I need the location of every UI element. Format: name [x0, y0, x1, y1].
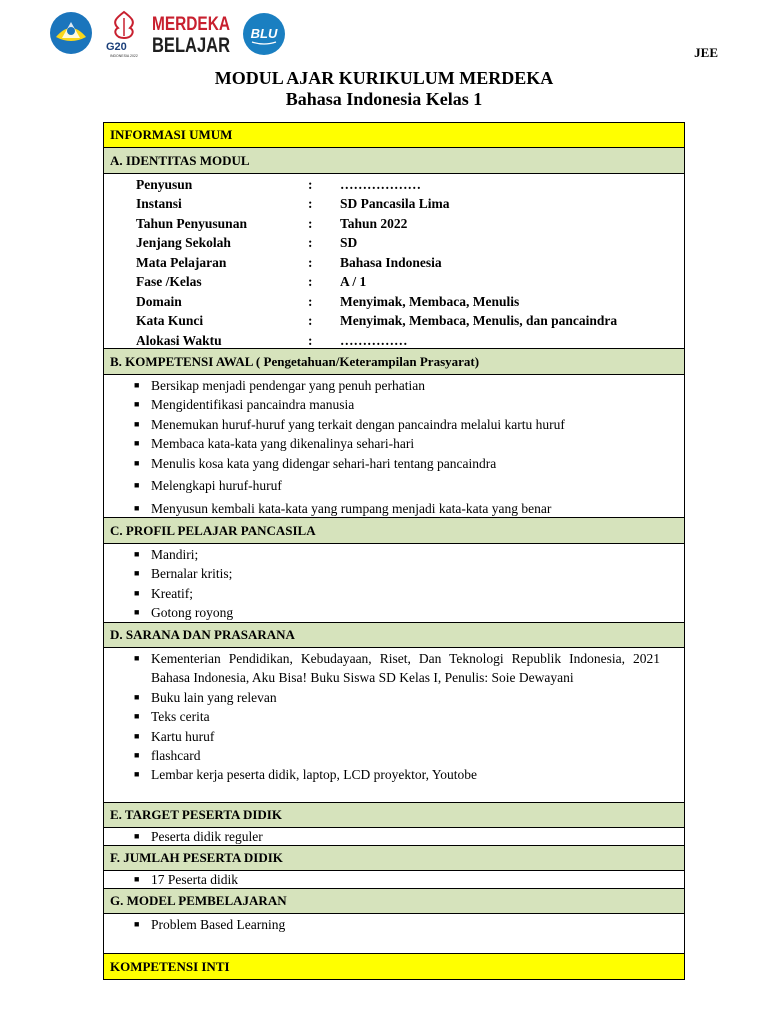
identitas-colon: : — [308, 254, 313, 270]
identitas-colon: : — [308, 274, 313, 290]
list-item: ■ Menyusun kembali kata-kata yang rumpang menjadi kata-kata yang benar — [104, 499, 684, 518]
bullet-icon: ■ — [134, 380, 140, 390]
informasi-umum-heading: INFORMASI UMUM — [104, 123, 684, 148]
target-peserta-list — [104, 828, 684, 846]
bullet-icon: ■ — [134, 831, 140, 841]
bullet-icon: ■ — [134, 607, 140, 618]
list-item: ■ Lembar kerja peserta didik, laptop, LCD proyektor, Youtobe — [104, 765, 684, 784]
identitas-key: Alokasi Waktu — [136, 332, 222, 348]
jumlah-peserta-list — [104, 871, 684, 889]
identitas-row-tahun — [136, 214, 684, 234]
sarana-prasarana-list — [104, 648, 684, 803]
list-item: ■ Kartu huruf — [104, 727, 684, 746]
profil-pelajar-heading: C. PROFIL PELAJAR PANCASILA — [104, 518, 684, 544]
author-initials: JEE — [694, 45, 718, 60]
kompetensi-awal-list — [104, 375, 684, 518]
identitas-value: Menyimak, Membaca, Menulis — [340, 293, 520, 309]
identitas-row-instansi — [136, 195, 684, 215]
merdeka-text: MERDEKA — [152, 14, 231, 35]
module-table — [103, 122, 685, 980]
g20-text: G20 — [106, 41, 127, 53]
list-item: ■ Membaca kata-kata yang dikenalinya sehari-hari — [104, 434, 684, 453]
identitas-value: Menyimak, Membaca, Menulis, dan pancaindra — [340, 313, 618, 329]
identitas-row-alokasi — [136, 331, 684, 351]
identitas-colon: : — [308, 293, 313, 309]
bullet-icon: ■ — [134, 587, 140, 598]
list-item: ■ Bernalar kritis; — [104, 564, 684, 583]
identitas-value: SD — [340, 235, 358, 251]
bullet-icon: ■ — [134, 653, 140, 663]
identitas-value: A / 1 — [340, 274, 367, 290]
list-item: ■ Bersikap menjadi pendengar yang penuh perhatian — [104, 376, 684, 395]
bullet-icon: ■ — [134, 399, 140, 410]
bullet-icon: ■ — [134, 549, 140, 559]
identitas-value: SD Pancasila Lima — [340, 196, 450, 212]
identitas-colon: : — [308, 176, 313, 192]
identitas-row-jenjang — [136, 234, 684, 254]
target-peserta-heading: E. TARGET PESERTA DIDIK — [104, 803, 684, 828]
identitas-key: Kata Kunci — [136, 313, 204, 329]
identitas-key: Fase /Kelas — [136, 274, 202, 290]
kemdikbud-logo-icon — [46, 10, 96, 61]
identitas-colon: : — [308, 235, 313, 251]
jumlah-peserta-heading: F. JUMLAH PESERTA DIDIK — [104, 846, 684, 871]
list-item: ■ Menulis kosa kata yang didengar sehari-hari tentang pancaindra — [104, 454, 684, 473]
kompetensi-awal-heading: B. KOMPETENSI AWAL ( Pengetahuan/Keterampilan Prasyarat) — [104, 349, 684, 375]
list-item: ■ Kementerian Pendidikan, Kebudayaan, Riset, Dan Teknologi Republik Indonesia, 2021 Bahasa Indonesia, Aku Bisa! Buku Siswa SD Kelas I, Penulis: Soie Dewayani — [134, 651, 660, 686]
sarana-prasarana-heading: D. SARANA DAN PRASARANA — [104, 623, 684, 648]
list-item: ■ 17 Peserta didik — [134, 872, 238, 887]
identitas-value: Bahasa Indonesia — [340, 254, 442, 270]
bullet-icon: ■ — [134, 480, 140, 491]
identitas-row-penyusun — [136, 175, 684, 195]
bullet-icon: ■ — [134, 919, 140, 929]
list-item: ■ Peserta didik reguler — [134, 829, 263, 844]
document-title — [0, 68, 768, 110]
identitas-row-mapel — [136, 253, 684, 273]
belajar-text: BELAJAR — [152, 34, 230, 57]
list-item: ■ Melengkapi huruf-huruf — [104, 476, 684, 495]
blu-text: BLU — [250, 26, 278, 41]
bullet-icon: ■ — [134, 503, 140, 514]
list-item: ■ Teks cerita — [104, 707, 684, 726]
identitas-row-domain — [136, 292, 684, 312]
identitas-row-kata-kunci — [136, 312, 684, 332]
list-item: ■ flashcard — [104, 746, 684, 765]
identitas-key: Instansi — [136, 196, 182, 212]
bullet-icon: ■ — [134, 730, 140, 741]
profil-pelajar-list — [104, 544, 684, 623]
identitas-key: Jenjang Sekolah — [136, 235, 231, 251]
list-item: ■ Buku lain yang relevan — [104, 688, 684, 707]
identitas-key: Domain — [136, 293, 182, 309]
merdeka-belajar-logo-icon — [152, 10, 232, 61]
identitas-colon: : — [308, 215, 313, 231]
list-item: ■ Gotong royong — [104, 603, 684, 622]
bullet-icon: ■ — [134, 769, 140, 780]
model-pembelajaran-heading: G. MODEL PEMBELAJARAN — [104, 889, 684, 914]
identitas-value: Tahun 2022 — [340, 215, 408, 231]
title-line-1: MODUL AJAR KURIKULUM MERDEKA — [214, 68, 554, 88]
list-item: ■ Menemukan huruf-huruf yang terkait dengan pancaindra melalui kartu huruf — [104, 415, 684, 434]
identitas-colon: : — [308, 196, 313, 212]
list-item: ■ Mandiri; — [104, 545, 684, 564]
bullet-icon: ■ — [134, 418, 140, 429]
bullet-icon: ■ — [134, 691, 140, 702]
bullet-icon: ■ — [134, 750, 140, 761]
identitas-key: Mata Pelajaran — [136, 254, 227, 270]
bullet-icon: ■ — [134, 568, 140, 579]
bullet-icon: ■ — [134, 457, 140, 468]
identitas-key: Tahun Penyusunan — [136, 215, 247, 231]
identitas-modul-table — [104, 174, 684, 349]
identitas-row-fase — [136, 273, 684, 293]
identitas-colon: : — [308, 332, 313, 348]
title-line-2: Bahasa Indonesia Kelas 1 — [285, 89, 483, 109]
g20-logo-icon — [104, 8, 144, 63]
identitas-value: ……………… — [340, 176, 421, 192]
blu-logo-icon — [238, 12, 290, 61]
model-pembelajaran-list — [104, 914, 684, 954]
list-item: ■ Problem Based Learning — [104, 915, 684, 934]
bullet-icon: ■ — [134, 438, 140, 449]
list-item: ■ Kreatif; — [104, 584, 684, 603]
g20-subtext: INDONESIA 2022 — [110, 54, 138, 58]
bullet-icon: ■ — [134, 874, 140, 884]
list-item: ■ Mengidentifikasi pancaindra manusia — [104, 395, 684, 414]
identitas-colon: : — [308, 313, 313, 329]
identitas-modul-heading: A. IDENTITAS MODUL — [104, 148, 684, 174]
kompetensi-inti-heading: KOMPETENSI INTI — [104, 954, 684, 979]
identitas-key: Penyusun — [136, 176, 193, 192]
bullet-icon: ■ — [134, 711, 140, 722]
identitas-value: …………… — [340, 332, 408, 348]
